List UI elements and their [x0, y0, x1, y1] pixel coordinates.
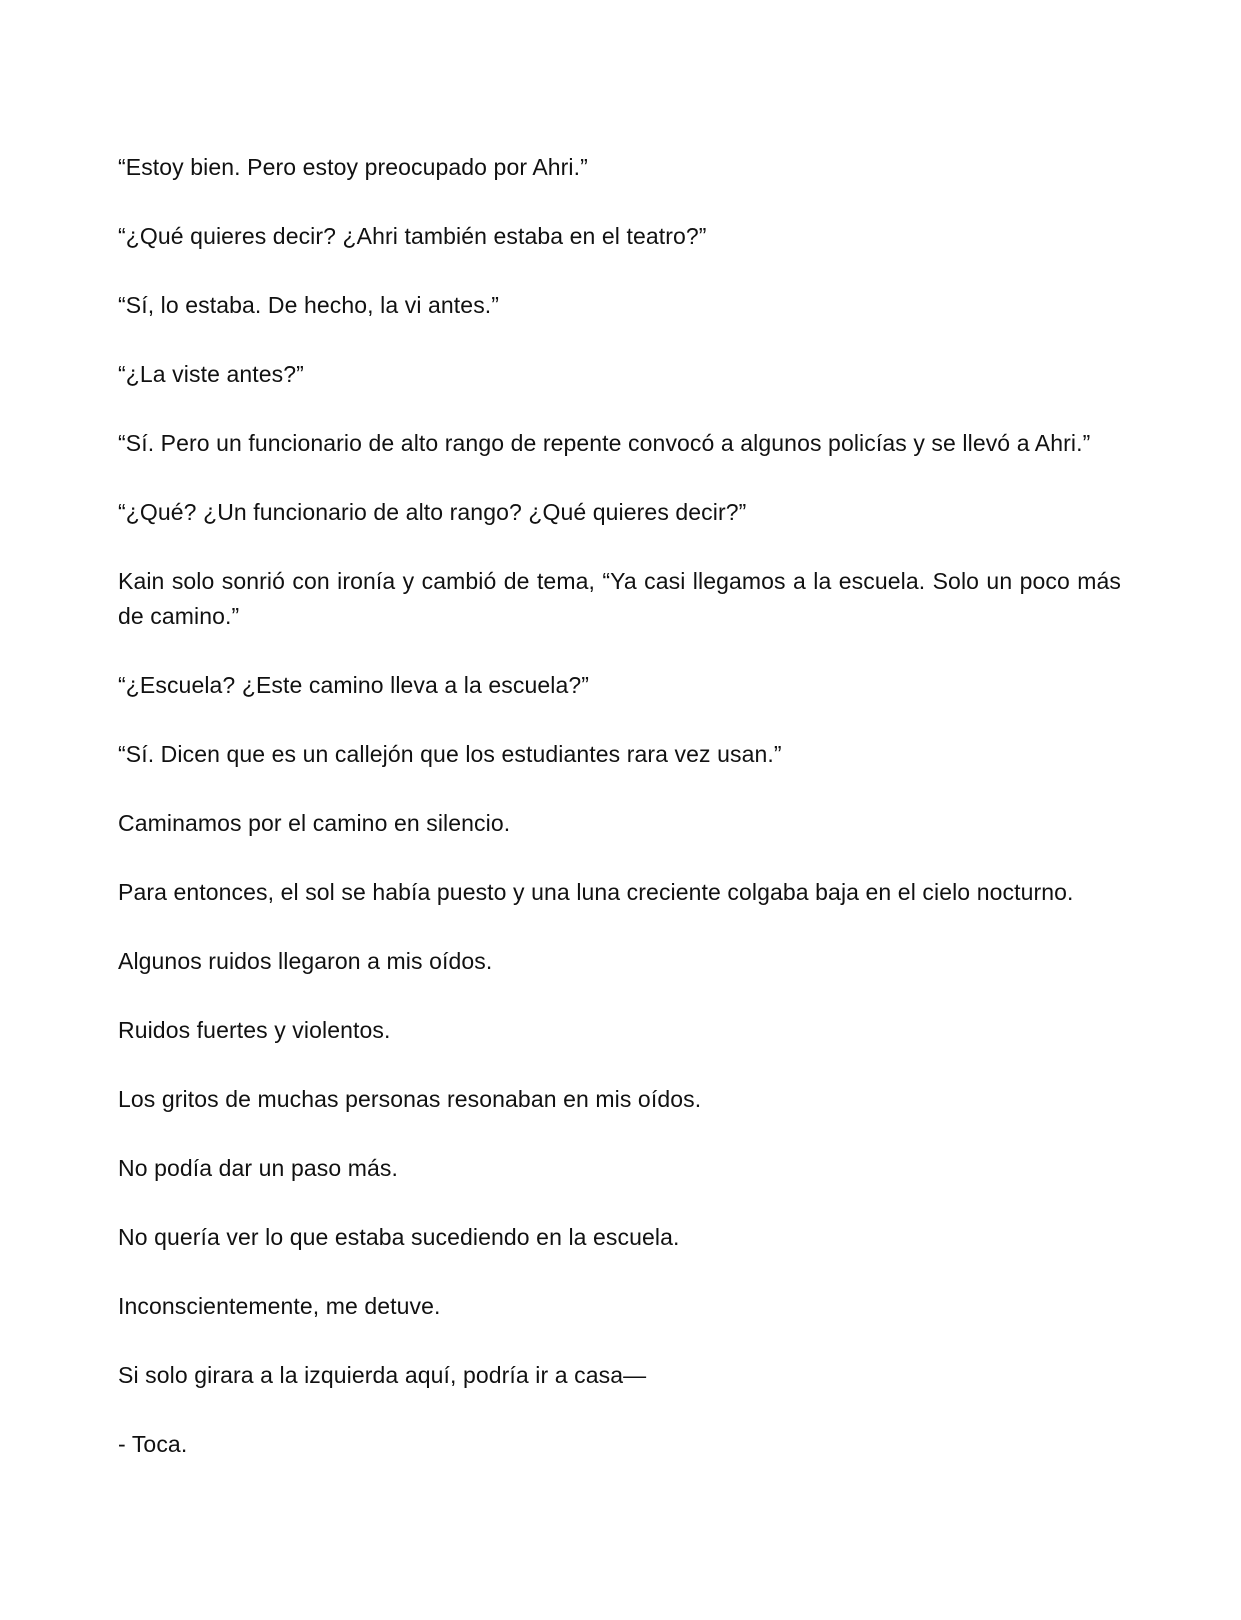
paragraph: “Sí. Dicen que es un callejón que los estudiantes rara vez usan.”	[118, 741, 782, 767]
paragraph: Caminamos por el camino en silencio.	[118, 810, 511, 836]
paragraph: Algunos ruidos llegaron a mis oídos.	[118, 948, 493, 974]
paragraph: “¿Qué? ¿Un funcionario de alto rango? ¿Qué quieres decir?”	[118, 499, 747, 525]
paragraph: Para entonces, el sol se había puesto y una luna creciente colgaba baja en el cielo nocturno.	[118, 879, 1074, 905]
paragraph: No quería ver lo que estaba sucediendo en la escuela.	[118, 1224, 680, 1250]
paragraph: “¿La viste antes?”	[118, 361, 304, 387]
document-body	[118, 150, 1121, 1496]
paragraph: Ruidos fuertes y violentos.	[118, 1017, 391, 1043]
paragraph: - Toca.	[118, 1431, 188, 1457]
paragraph: Inconscientemente, me detuve.	[118, 1293, 441, 1319]
paragraph: “Sí, lo estaba. De hecho, la vi antes.”	[118, 292, 500, 318]
paragraph: “Estoy bien. Pero estoy preocupado por Ahri.”	[118, 154, 588, 180]
paragraph: “¿Qué quieres decir? ¿Ahri también estaba en el teatro?”	[118, 223, 707, 249]
paragraph: Si solo girara a la izquierda aquí, podría ir a casa—	[118, 1362, 647, 1388]
paragraph: Kain solo sonrió con ironía y cambió de tema, “Ya casi llegamos a la escuela. Solo un poco más de camino.”	[118, 568, 1121, 629]
paragraph: No podía dar un paso más.	[118, 1155, 398, 1181]
paragraph: “Sí. Pero un funcionario de alto rango de repente convocó a algunos policías y se llevó a Ahri.”	[118, 430, 1091, 456]
paragraph: Los gritos de muchas personas resonaban en mis oídos.	[118, 1086, 702, 1112]
paragraph: “¿Escuela? ¿Este camino lleva a la escuela?”	[118, 672, 590, 698]
